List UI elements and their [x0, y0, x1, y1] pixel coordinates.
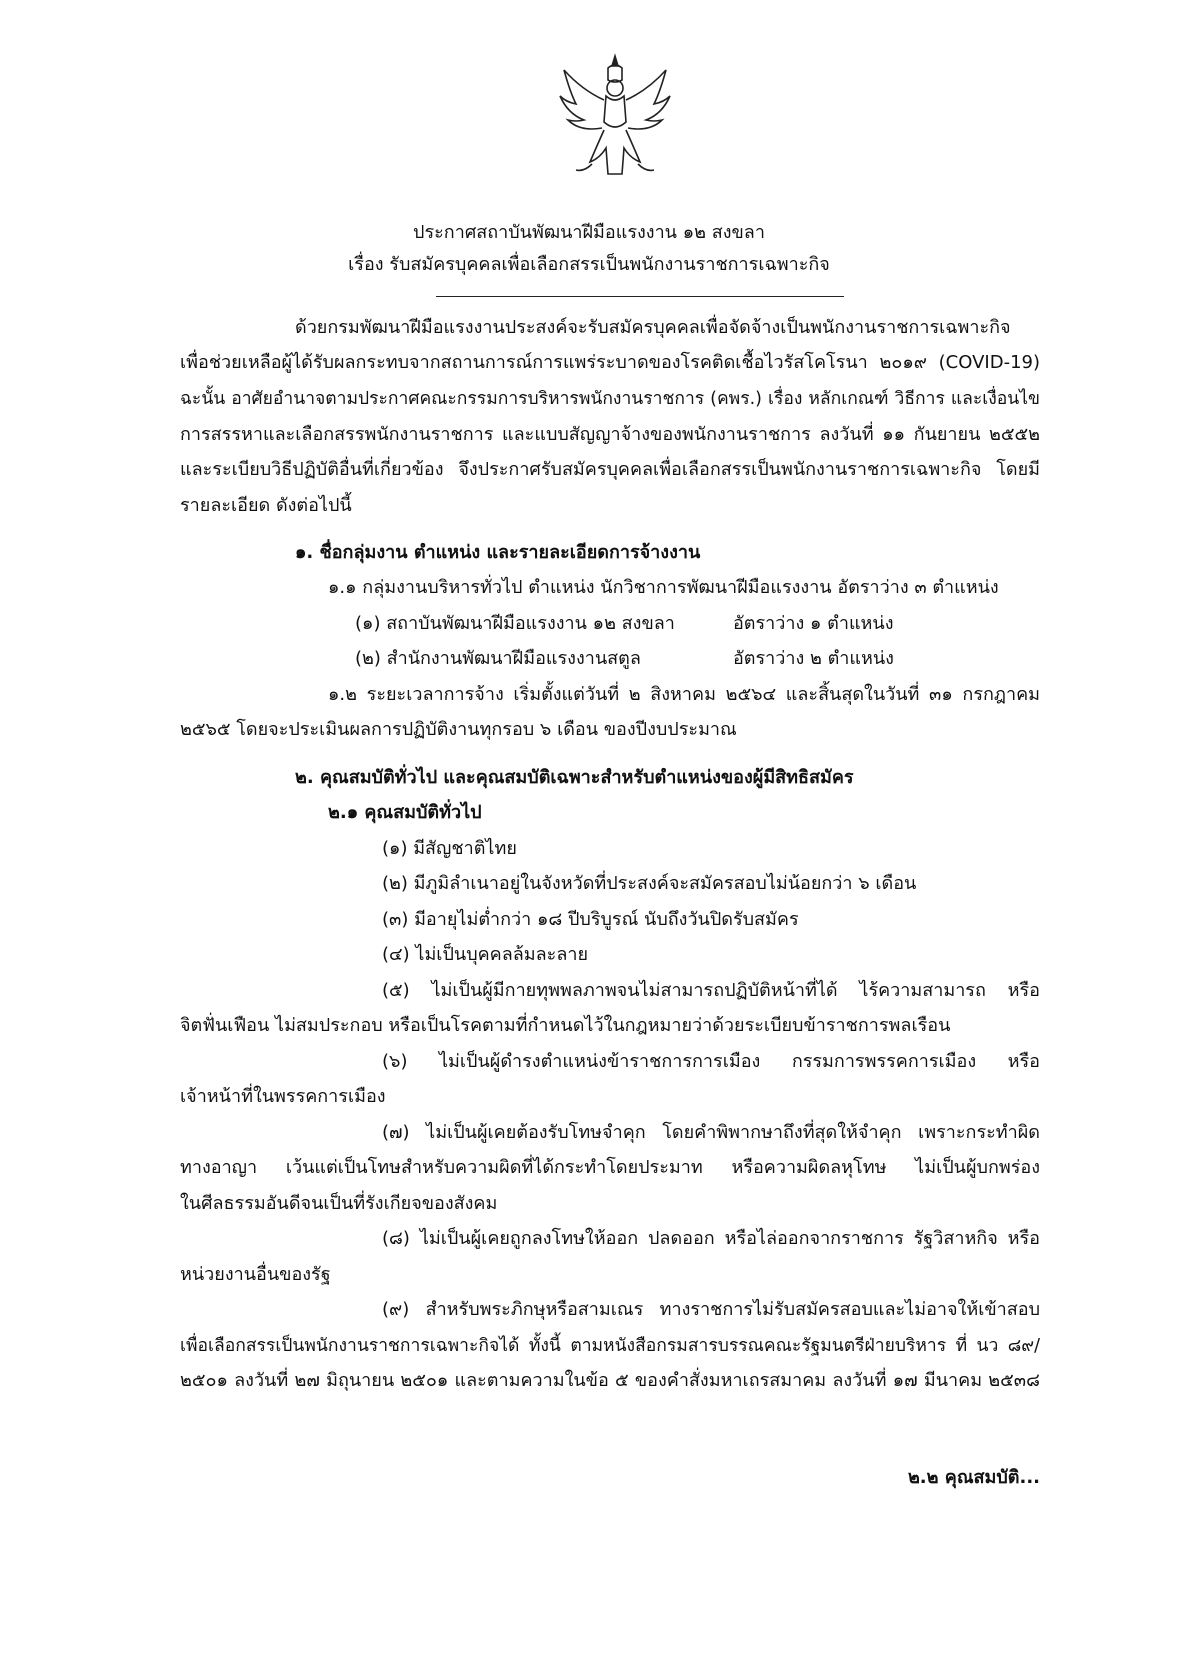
qualification-item: เพื่อเลือกสรรเป็นพนักงานราชการเฉพาะกิจได้ ทั้งนี้ ตามหนังสือกรมสารบรรณคณะรัฐมนตรีฝ่ายบริหาร ที่ นว ๘๙/	[180, 1336, 1040, 1356]
intro-line: และระเบียบวิธีปฏิบัติอื่นที่เกี่ยวข้อง จึงประกาศรับสมัครบุคคลเพื่อเลือกสรรเป็นพนักงานราชการเฉพาะกิจ โดยมี	[180, 459, 1040, 480]
qualification-item: (๔) ไม่เป็นบุคคลล้มละลาย	[382, 944, 589, 965]
qualification-item: (๒) มีภูมิลำเนาอยู่ในจังหวัดที่ประสงค์จะสมัครสอบไม่น้อยกว่า ๖ เดือน	[382, 873, 917, 894]
section2-1-heading: ๒.๑ คุณสมบัติทั่วไป	[328, 802, 482, 823]
qualification-item: (๑) มีสัญชาติไทย	[382, 838, 517, 859]
announcement-title: ประกาศสถาบันพัฒนาฝีมือแรงงาน ๑๒ สงขลา	[413, 222, 765, 243]
unit-name: (๒) สำนักงานพัฒนาฝีมือแรงงานสตูล	[355, 648, 641, 669]
unit-row	[355, 645, 955, 673]
intro-line: การสรรหาและเลือกสรรพนักงานราชการ และแบบสัญญาจ้างของพนักงานราชการ ลงวันที่ ๑๑ กันยายน ๒๕๕๒	[180, 424, 1040, 445]
qualification-item: จิตฟั่นเฟือน ไม่สมประกอบ หรือเป็นโรคตามที่กำหนดไว้ในกฎหมายว่าด้วยระเบียบข้าราชการพลเรือน	[180, 1015, 951, 1036]
garuda-emblem-icon	[556, 52, 674, 180]
continuation-marker: ๒.๒ คุณสมบัติ...	[907, 1467, 1040, 1488]
qualification-item: (๕) ไม่เป็นผู้มีกายทุพพลภาพจนไม่สามารถปฏิบัติหน้าที่ได้ ไร้ความสามารถ หรือ	[382, 980, 1040, 1001]
unit-row	[355, 610, 955, 638]
item-1-2: ๒๕๖๕ โดยจะประเมินผลการปฏิบัติงานทุกรอบ ๖ เดือน ของปีงบประมาณ	[180, 719, 737, 740]
intro-line: ด้วยกรมพัฒนาฝีมือแรงงานประสงค์จะรับสมัครบุคคลเพื่อจัดจ้างเป็นพนักงานราชการเฉพาะกิจ	[295, 317, 1011, 338]
qualification-item: (๖) ไม่เป็นผู้ดำรงตำแหน่งข้าราชการการเมือง กรรมการพรรคการเมือง หรือ	[382, 1051, 1040, 1072]
qualification-item: เจ้าหน้าที่ในพรรคการเมือง	[180, 1086, 386, 1107]
title-underline	[436, 296, 844, 297]
unit-vacancy: อัตราว่าง ๒ ตำแหน่ง	[733, 648, 894, 669]
item-1-1: ๑.๑ กลุ่มงานบริหารทั่วไป ตำแหน่ง นักวิชาการพัฒนาฝีมือแรงงาน อัตราว่าง ๓ ตำแหน่ง	[328, 577, 999, 598]
qualification-item: ๒๕๐๑ ลงวันที่ ๒๗ มิถุนายน ๒๕๐๑ และตามความในข้อ ๕ ของคำสั่งมหาเถรสมาคม ลงวันที่ ๑๗ มีนาคม ๒๕๓๘	[180, 1370, 1040, 1391]
intro-line: รายละเอียด ดังต่อไปนี้	[180, 495, 352, 516]
qualification-item: (๓) มีอายุไม่ต่ำกว่า ๑๘ ปีบริบูรณ์ นับถึงวันปิดรับสมัคร	[382, 909, 799, 930]
qualification-item: ในศีลธรรมอันดีจนเป็นที่รังเกียจของสังคม	[180, 1193, 498, 1214]
section1-heading: ๑. ชื่อกลุ่มงาน ตำแหน่ง และรายละเอียดการจ้างงาน	[295, 542, 701, 563]
intro-line: เพื่อช่วยเหลือผู้ได้รับผลกระทบจากสถานการณ์การแพร่ระบาดของโรคติดเชื้อไวรัสโคโรนา ๒๐๑๙ (COVID-19)	[180, 352, 1040, 373]
qualification-item: (๘) ไม่เป็นผู้เคยถูกลงโทษให้ออก ปลดออก หรือไล่ออกจากราชการ รัฐวิสาหกิจ หรือ	[382, 1228, 1040, 1249]
intro-line: ฉะนั้น อาศัยอำนาจตามประกาศคณะกรรมการบริหารพนักงานราชการ (คพร.) เรื่อง หลักเกณฑ์ วิธีการ และเงื่อนไข	[180, 389, 1040, 409]
qualification-item: ทางอาญา เว้นแต่เป็นโทษสำหรับความผิดที่ได้กระทำโดยประมาท หรือความผิดลหุโทษ ไม่เป็นผู้บกพร่อง	[180, 1157, 1040, 1178]
qualification-item: (๗) ไม่เป็นผู้เคยต้องรับโทษจำคุก โดยคำพิพากษาถึงที่สุดให้จำคุก เพราะกระทำผิด	[382, 1122, 1040, 1143]
announcement-subject: เรื่อง รับสมัครบุคคลเพื่อเลือกสรรเป็นพนักงานราชการเฉพาะกิจ	[348, 254, 830, 275]
qualification-item: หน่วยงานอื่นของรัฐ	[180, 1264, 331, 1285]
item-1-2: ๑.๒ ระยะเวลาการจ้าง เริ่มตั้งแต่วันที่ ๒ สิงหาคม ๒๕๖๔ และสิ้นสุดในวันที่ ๓๑ กรกฎาคม	[328, 684, 1040, 705]
qualification-item: (๙) สำหรับพระภิกษุหรือสามเณร ทางราชการไม่รับสมัครสอบและไม่อาจให้เข้าสอบ	[382, 1299, 1040, 1320]
unit-name: (๑) สถาบันพัฒนาฝีมือแรงงาน ๑๒ สงขลา	[355, 613, 675, 634]
unit-vacancy: อัตราว่าง ๑ ตำแหน่ง	[733, 613, 894, 634]
section2-heading: ๒. คุณสมบัติทั่วไป และคุณสมบัติเฉพาะสำหรับตำแหน่งของผู้มีสิทธิสมัคร	[295, 767, 854, 788]
